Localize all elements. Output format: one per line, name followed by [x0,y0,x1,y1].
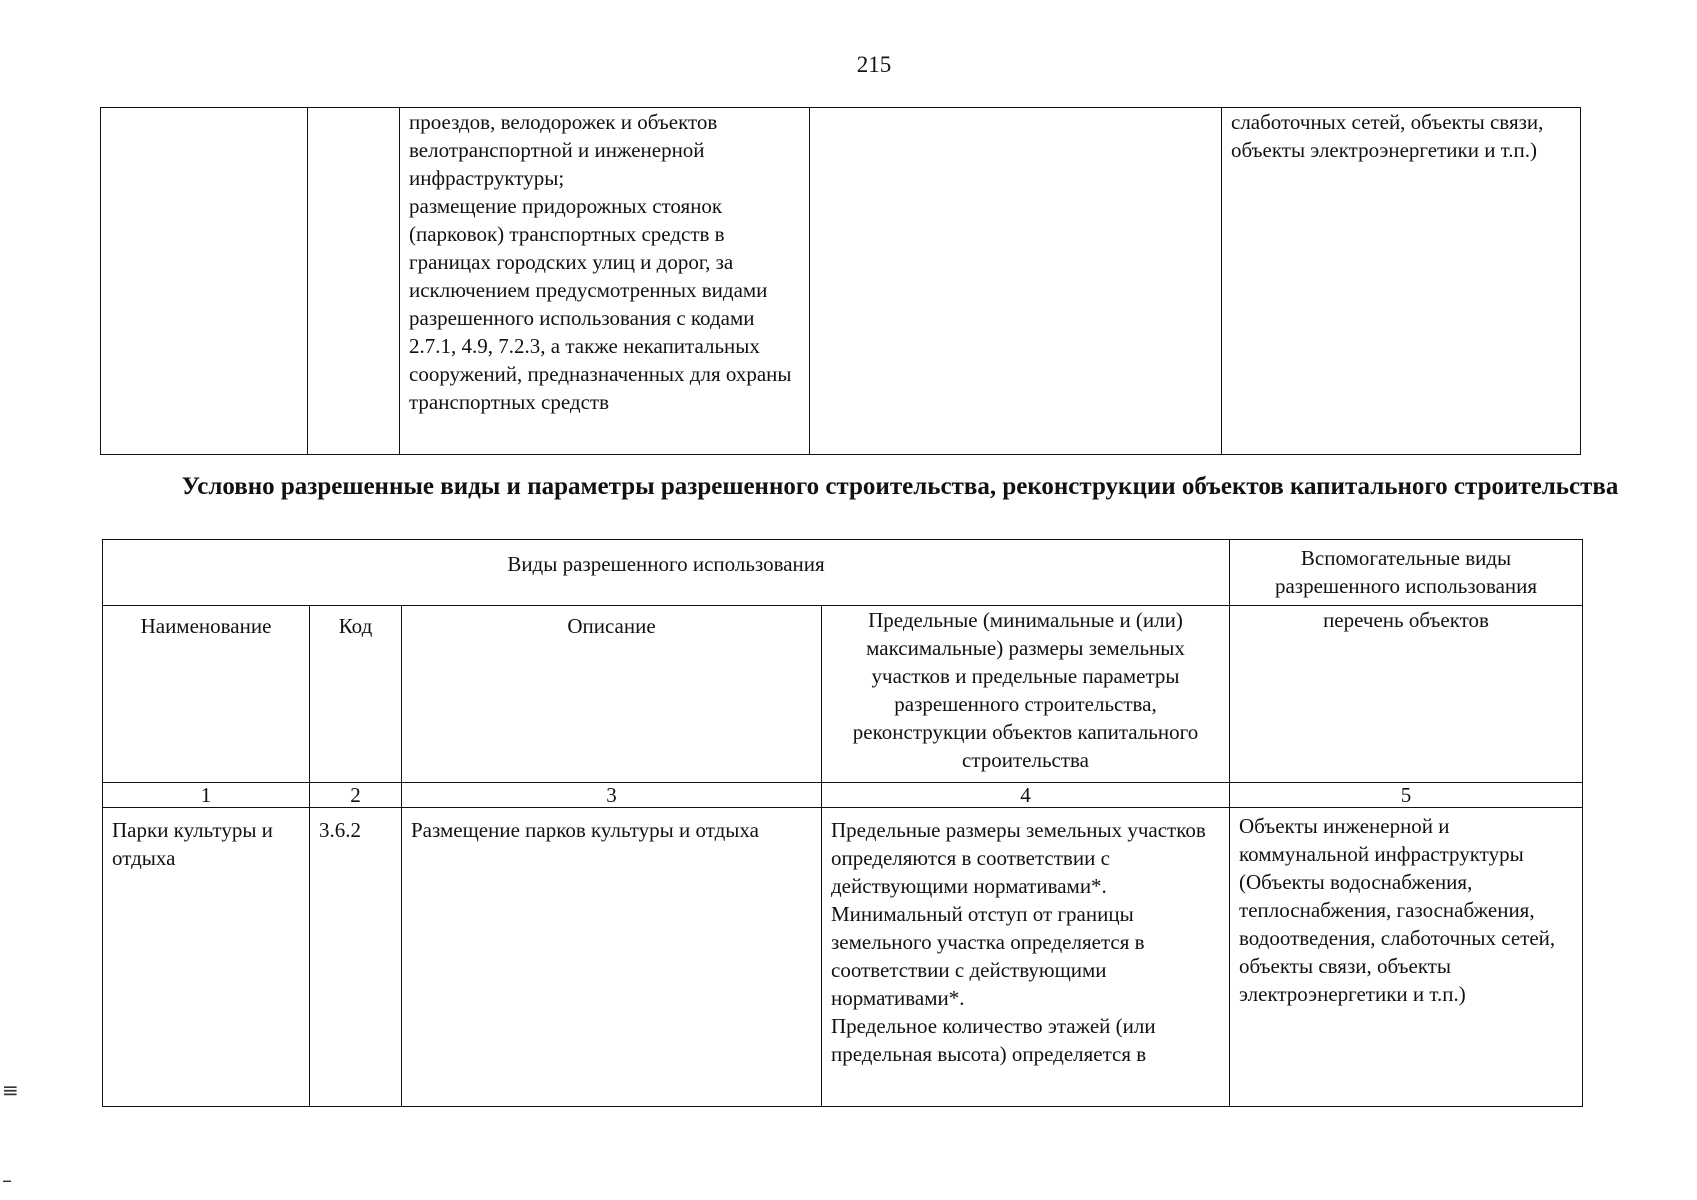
page-number: 215 [856,52,892,77]
column-header-description: Описание [402,606,822,783]
column-header-name: Наименование [103,606,310,783]
column-number: 4 [822,783,1230,808]
column-number: 3 [402,783,822,808]
use-name-cell: Парки культуры и отдыха [103,808,310,1107]
aux-header: Вспомогательные виды разрешенного использования [1230,540,1583,606]
column-number: 5 [1230,783,1583,808]
cont-name-cell [101,108,308,455]
margin-mark: ≡ [2,1078,19,1102]
use-objects-cell: Объекты инженерной и коммунальной инфраструктуры (Объекты водоснабжения, теплоснабжения, газоснабжения, водоотведения, слаботочных сетей, объекты связи, объекты электроэнергетики и т.п.) [1230,808,1583,1107]
continuation-table [100,107,1581,455]
column-number: 2 [310,783,402,808]
column-number: 1 [103,783,310,808]
cont-description-cell: проездов, велодорожек и объектов велотранспортной и инженерной инфраструктуры; размещение придорожных стоянок (парковок) транспортных средств в границах городских улиц и дорог, за исключением предусмотренных видами разрешенного использования с кодами 2.7.1, 4.9, 7.2.3, а также некапитальных сооружений, предназначенных для охраны транспортных средств [400,108,810,455]
table-row [103,808,1583,1107]
table-column-header-row [103,606,1583,783]
table-group-header-row [103,540,1583,606]
column-header-code: Код [310,606,402,783]
table-row [101,108,1581,455]
group-header: Виды разрешенного использования [103,540,1230,606]
use-code-cell: 3.6.2 [310,808,402,1107]
column-header-limits: Предельные (минимальные и (или) максимальные) размеры земельных участков и предельные параметры разрешенного строительства, реконструкции объектов капитального строительства [822,606,1230,783]
cont-code-cell [308,108,400,455]
use-description-cell: Размещение парков культуры и отдыха [402,808,822,1107]
section-title: Условно разрешенные виды и параметры разрешенного строительства, реконструкции объектов капитального строительства [181,473,1619,500]
cont-objects-cell: слаботочных сетей, объекты связи, объекты электроэнергетики и т.п.) [1222,108,1581,455]
use-limits-cell: Предельные размеры земельных участков определяются в соответствии с действующими нормативами*. Минимальный отступ от границы земельного участка определяется в соответствии с действующими нормативами*. Предельное количество этажей (или предельная высота) определяется в [822,808,1230,1107]
column-number-row [103,783,1583,808]
margin-mark: – [2,1168,12,1192]
cont-limits-cell [810,108,1222,455]
permitted-use-table [102,539,1583,1107]
column-header-objects: перечень объектов [1230,606,1583,783]
